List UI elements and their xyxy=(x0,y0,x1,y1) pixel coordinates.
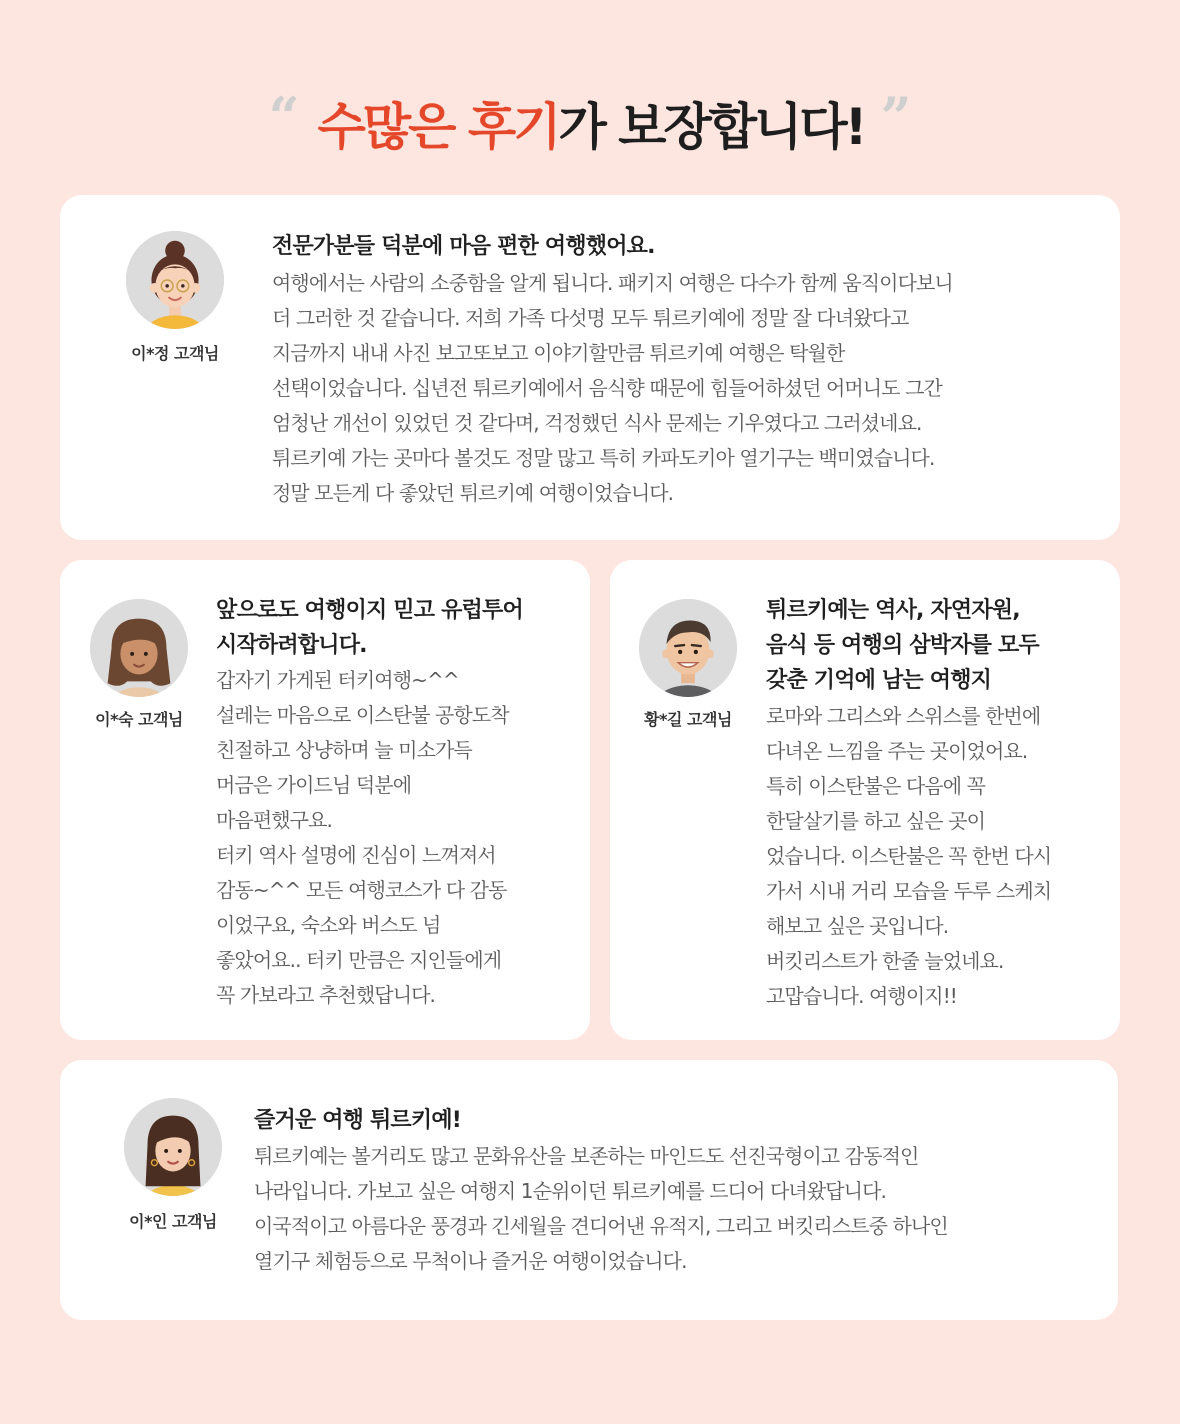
review-body-line: 좋았어요.. 터키 만큼은 지인들에게 xyxy=(216,948,502,972)
review-body-line: 었습니다. 이스탄불은 꼭 한번 다시 xyxy=(766,844,1052,868)
review-title-line: 즐거운 여행 튀르키예! xyxy=(254,1108,462,1133)
review-title xyxy=(766,593,1039,698)
review-body-line: 선택이었습니다. 십년전 튀르키예에서 음식향 때문에 힘들어하셨던 어머니도 그간 xyxy=(272,376,942,400)
page-headline xyxy=(0,85,1180,162)
customer-name: 이*인 고객님 xyxy=(129,1212,217,1231)
review-body-line: 터키 역사 설명에 진심이 느껴져서 xyxy=(216,843,496,867)
review-body-line: 마음편했구요. xyxy=(216,808,332,832)
review-body-line: 더 그러한 것 같습니다. 저희 가족 다섯명 모두 튀르키예에 정말 잘 다녀왔다고 xyxy=(272,306,909,330)
review-body xyxy=(254,1139,948,1279)
review-body-line: 감동~^^ 모든 여행코스가 다 감동 xyxy=(216,878,507,902)
review-title-line: 앞으로도 여행이지 믿고 유럽투어 xyxy=(216,598,523,623)
headline-rest: 가 보장합니다! xyxy=(558,98,865,156)
review-body-line: 로마와 그리스와 스위스를 한번에 xyxy=(766,704,1041,728)
customer-name: 황*길 고객님 xyxy=(644,710,732,729)
review-body xyxy=(272,266,953,511)
review-body-line: 지금까지 내내 사진 보고또보고 이야기할만큼 튀르키예 여행은 탁월한 xyxy=(272,341,845,365)
review-title xyxy=(272,229,655,264)
review-body-line: 친절하고 상냥하며 늘 미소가득 xyxy=(216,738,472,762)
review-body-line: 다녀온 느낌을 주는 곳이었어요. xyxy=(766,739,1028,763)
review-body-line: 설레는 마음으로 이스탄불 공항도착 xyxy=(216,703,509,727)
review-title-line: 시작하려합니다. xyxy=(216,633,367,658)
headline-accent-reviews: 후기 xyxy=(467,98,559,156)
review-body-line: 고맙습니다. 여행이지!! xyxy=(766,984,957,1008)
review-body-line: 나라입니다. 가보고 싶은 여행지 1순위이던 튀르키예를 드디어 다녀왔답니다. xyxy=(254,1179,886,1203)
review-title-line: 전문가분들 덕분에 마음 편한 여행했어요. xyxy=(272,234,655,259)
review-card-4 xyxy=(60,1060,1118,1320)
review-card-2 xyxy=(60,560,590,1040)
customer-name: 이*숙 고객님 xyxy=(95,710,183,729)
review-title-line: 튀르키예는 역사, 자연자원, xyxy=(766,598,1020,623)
woman-glasses-bun-avatar-icon xyxy=(126,231,224,329)
review-body-line: 튀르키예 가는 곳마다 볼것도 정말 많고 특히 카파도키아 열기구는 백미였습니다. xyxy=(272,446,935,470)
review-body-line: 꼭 가보라고 추천했답니다. xyxy=(216,983,435,1007)
review-body-line: 가서 시내 거리 모습을 두루 스케치 xyxy=(766,879,1052,903)
review-body-line: 여행에서는 사람의 소중함을 알게 됩니다. 패키지 여행은 다수가 함께 움직이다보니 xyxy=(272,271,953,295)
review-title-line: 음식 등 여행의 삼박자를 모두 xyxy=(766,633,1039,658)
review-body xyxy=(216,663,509,1013)
review-title xyxy=(254,1103,461,1138)
review-body-line: 엄청난 개선이 있었던 것 같다며, 걱정했던 식사 문제는 기우였다고 그러셨네요. xyxy=(272,411,922,435)
review-body-line: 이었구요, 숙소와 버스도 넘 xyxy=(216,913,441,937)
review-body-line: 정말 모든게 다 좋았던 튀르키예 여행이었습니다. xyxy=(272,481,674,505)
woman-long-hair-earrings-avatar-icon xyxy=(124,1098,222,1196)
review-body-line: 버킷리스트가 한줄 늘었네요. xyxy=(766,949,1004,973)
review-body-line: 이국적이고 아름다운 풍경과 긴세월을 견디어낸 유적지, 그리고 버킷리스트중 하나인 xyxy=(254,1214,948,1238)
review-title-line: 갖춘 기억에 남는 여행지 xyxy=(766,668,992,693)
woman-brown-hair-avatar-icon xyxy=(90,599,188,697)
review-body-line: 튀르키예는 볼거리도 많고 문화유산을 보존하는 마인드도 선진국형이고 감동적인 xyxy=(254,1144,919,1168)
review-body-line: 머금은 가이드님 덕분에 xyxy=(216,773,412,797)
open-quote-icon: “ xyxy=(268,85,300,149)
review-title xyxy=(216,593,523,663)
close-quote-icon: ” xyxy=(880,85,912,149)
customer-name: 이*정 고객님 xyxy=(131,344,219,363)
review-body-line: 한달살기를 하고 싶은 곳이 xyxy=(766,809,985,833)
review-body-line: 갑자기 가게된 터키여행~^^ xyxy=(216,668,459,692)
review-body-line: 해보고 싶은 곳입니다. xyxy=(766,914,949,938)
review-body-line: 열기구 체험등으로 무척이나 즐거운 여행이었습니다. xyxy=(254,1249,687,1273)
review-body-line: 특히 이스탄불은 다음에 꼭 xyxy=(766,774,985,798)
review-body xyxy=(766,699,1051,1014)
headline-accent-many: 수많은 xyxy=(317,98,454,156)
review-card-3 xyxy=(610,560,1120,1040)
man-smiling-avatar-icon xyxy=(639,599,737,697)
review-card-1 xyxy=(60,195,1120,540)
